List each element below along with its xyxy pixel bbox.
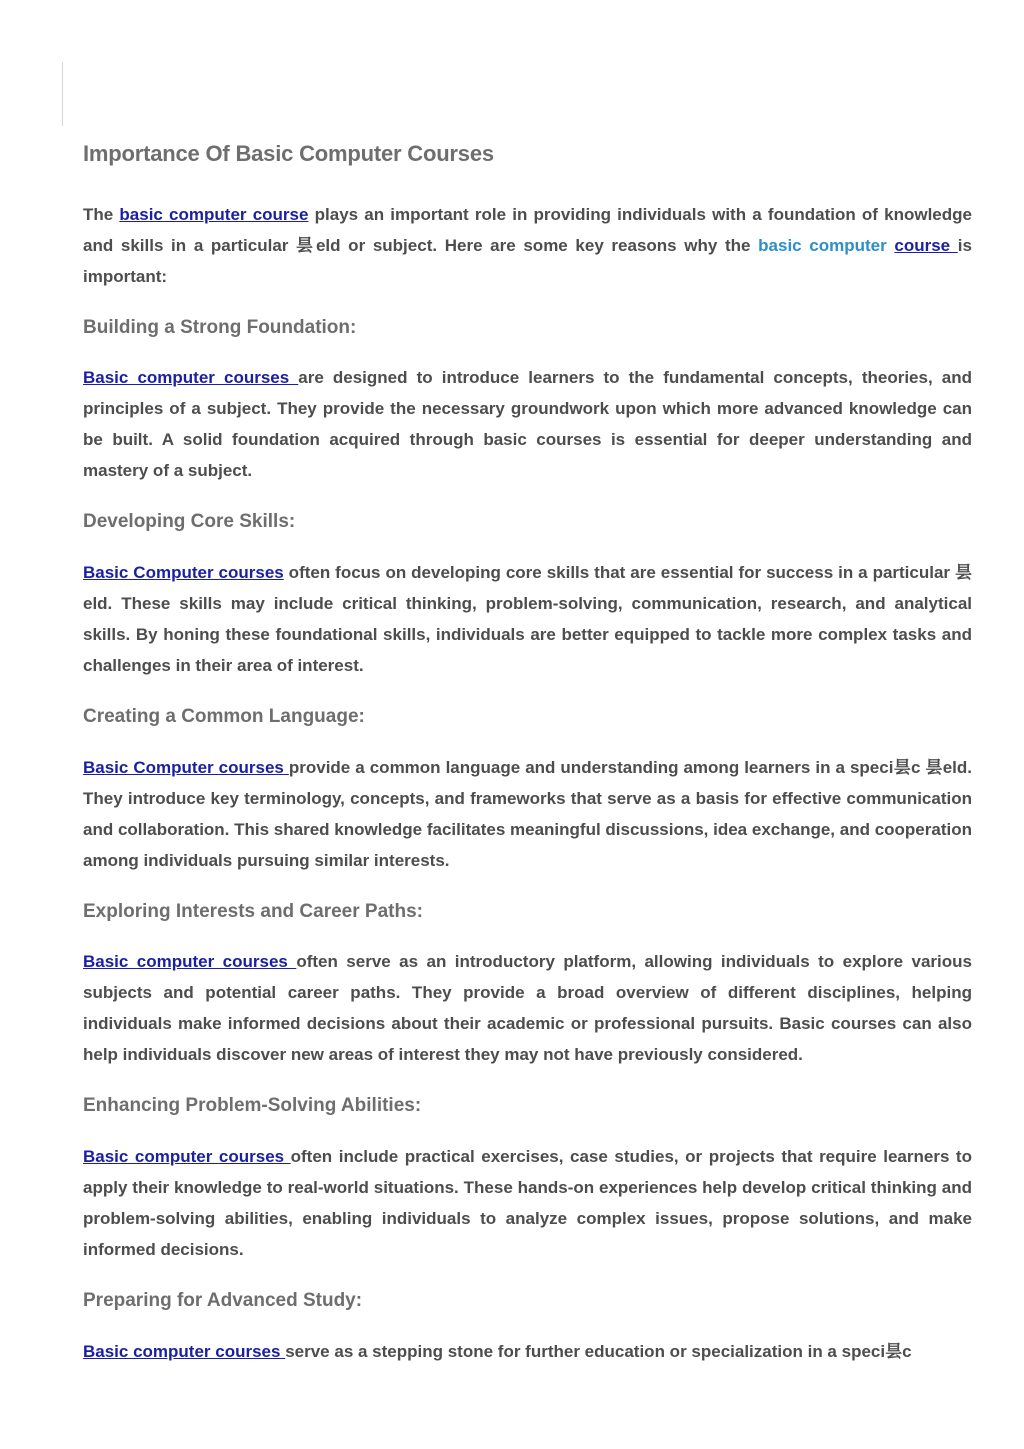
intro-paragraph [83,199,972,292]
section-heading: Enhancing Problem-Solving Abilities: [83,1095,422,1117]
document-body [83,140,972,1391]
page-title: Importance Of Basic Computer Courses [83,141,494,166]
section-interests-careers [83,900,972,1071]
course-link[interactable]: course [894,235,958,255]
section-text: serve as a stepping stone for further education or specialization in a speci昙c [285,1341,912,1361]
section-course-link[interactable]: Basic computer courses [83,952,297,972]
section-course-link[interactable]: Basic Computer courses [83,562,284,582]
section-course-link[interactable]: Basic computer courses [83,1341,286,1361]
section-paragraph [83,1336,972,1367]
section-heading: Developing Core Skills: [83,511,296,533]
section-common-language [83,705,972,876]
section-heading: Building a Strong Foundation: [83,316,357,338]
section-text: provide a common language and understanding among learners in a speci昙c 昙eld. They introduce key terminology, concepts, and frameworks that serve as a basis for effective communication and collaboration. This shared knowledge facilitates meaningful discussions, idea exchange, and cooperation among individuals pursuing similar interests. [83,757,972,870]
section-course-link[interactable]: Basic Computer courses [83,757,289,777]
section-text: often focus on developing core skills that are essential for success in a particular 昙eld. These skills may include critical thinking, problem-solving, communication, research, and analytical skills. By honing these foundational skills, individuals are better equipped to tackle more complex tasks and challenges in their area of interest. [83,562,972,675]
section-text: often include practical exercises, case studies, or projects that require learners to apply their knowledge to real-world situations. These hands-on experiences help develop critical thinking and problem-solving abilities, enabling individuals to analyze complex issues, propose solutions, and make informed decisions. [83,1147,972,1260]
section-heading: Exploring Interests and Career Paths: [83,900,423,922]
section-paragraph [83,752,972,876]
section-core-skills [83,510,972,681]
section-text: often serve as an introductory platform, allowing individuals to explore various subjects and potential career paths. They provide a broad overview of different disciplines, helping individuals make informed decisions about their academic or professional pursuits. Basic courses can also help individuals discover new areas of interest they may not have previously considered. [83,952,972,1065]
intro-text-end: is important: [83,235,972,286]
section-building-foundation [83,316,972,487]
section-paragraph [83,1141,972,1265]
section-course-link[interactable]: Basic computer courses [83,368,299,388]
intro-text-start: The [83,204,120,224]
intro-text-middle: plays an important role in providing individuals with a foundation of knowledge and skills in a particular 昙eld or subject. Here are some key reasons why the [83,204,972,255]
section-paragraph [83,557,972,681]
section-paragraph [83,946,972,1070]
section-text: are designed to introduce learners to the fundamental concepts, theories, and principles of a subject. They provide the necessary groundwork upon which more advanced knowledge can be built. A solid foundation acquired through basic courses is essential for deeper understanding and mastery of a subject. [83,368,972,481]
section-heading: Preparing for Advanced Study: [83,1290,363,1312]
basic-computer-course-link[interactable]: basic computer course [119,204,309,224]
section-heading: Creating a Common Language: [83,705,365,727]
page-margin-rule [62,62,63,126]
section-course-link[interactable]: Basic computer courses [83,1147,291,1167]
basic-computer-text-link[interactable]: basic computer [758,235,887,255]
section-advanced-study [83,1289,972,1367]
section-problem-solving [83,1094,972,1265]
section-paragraph [83,362,972,486]
